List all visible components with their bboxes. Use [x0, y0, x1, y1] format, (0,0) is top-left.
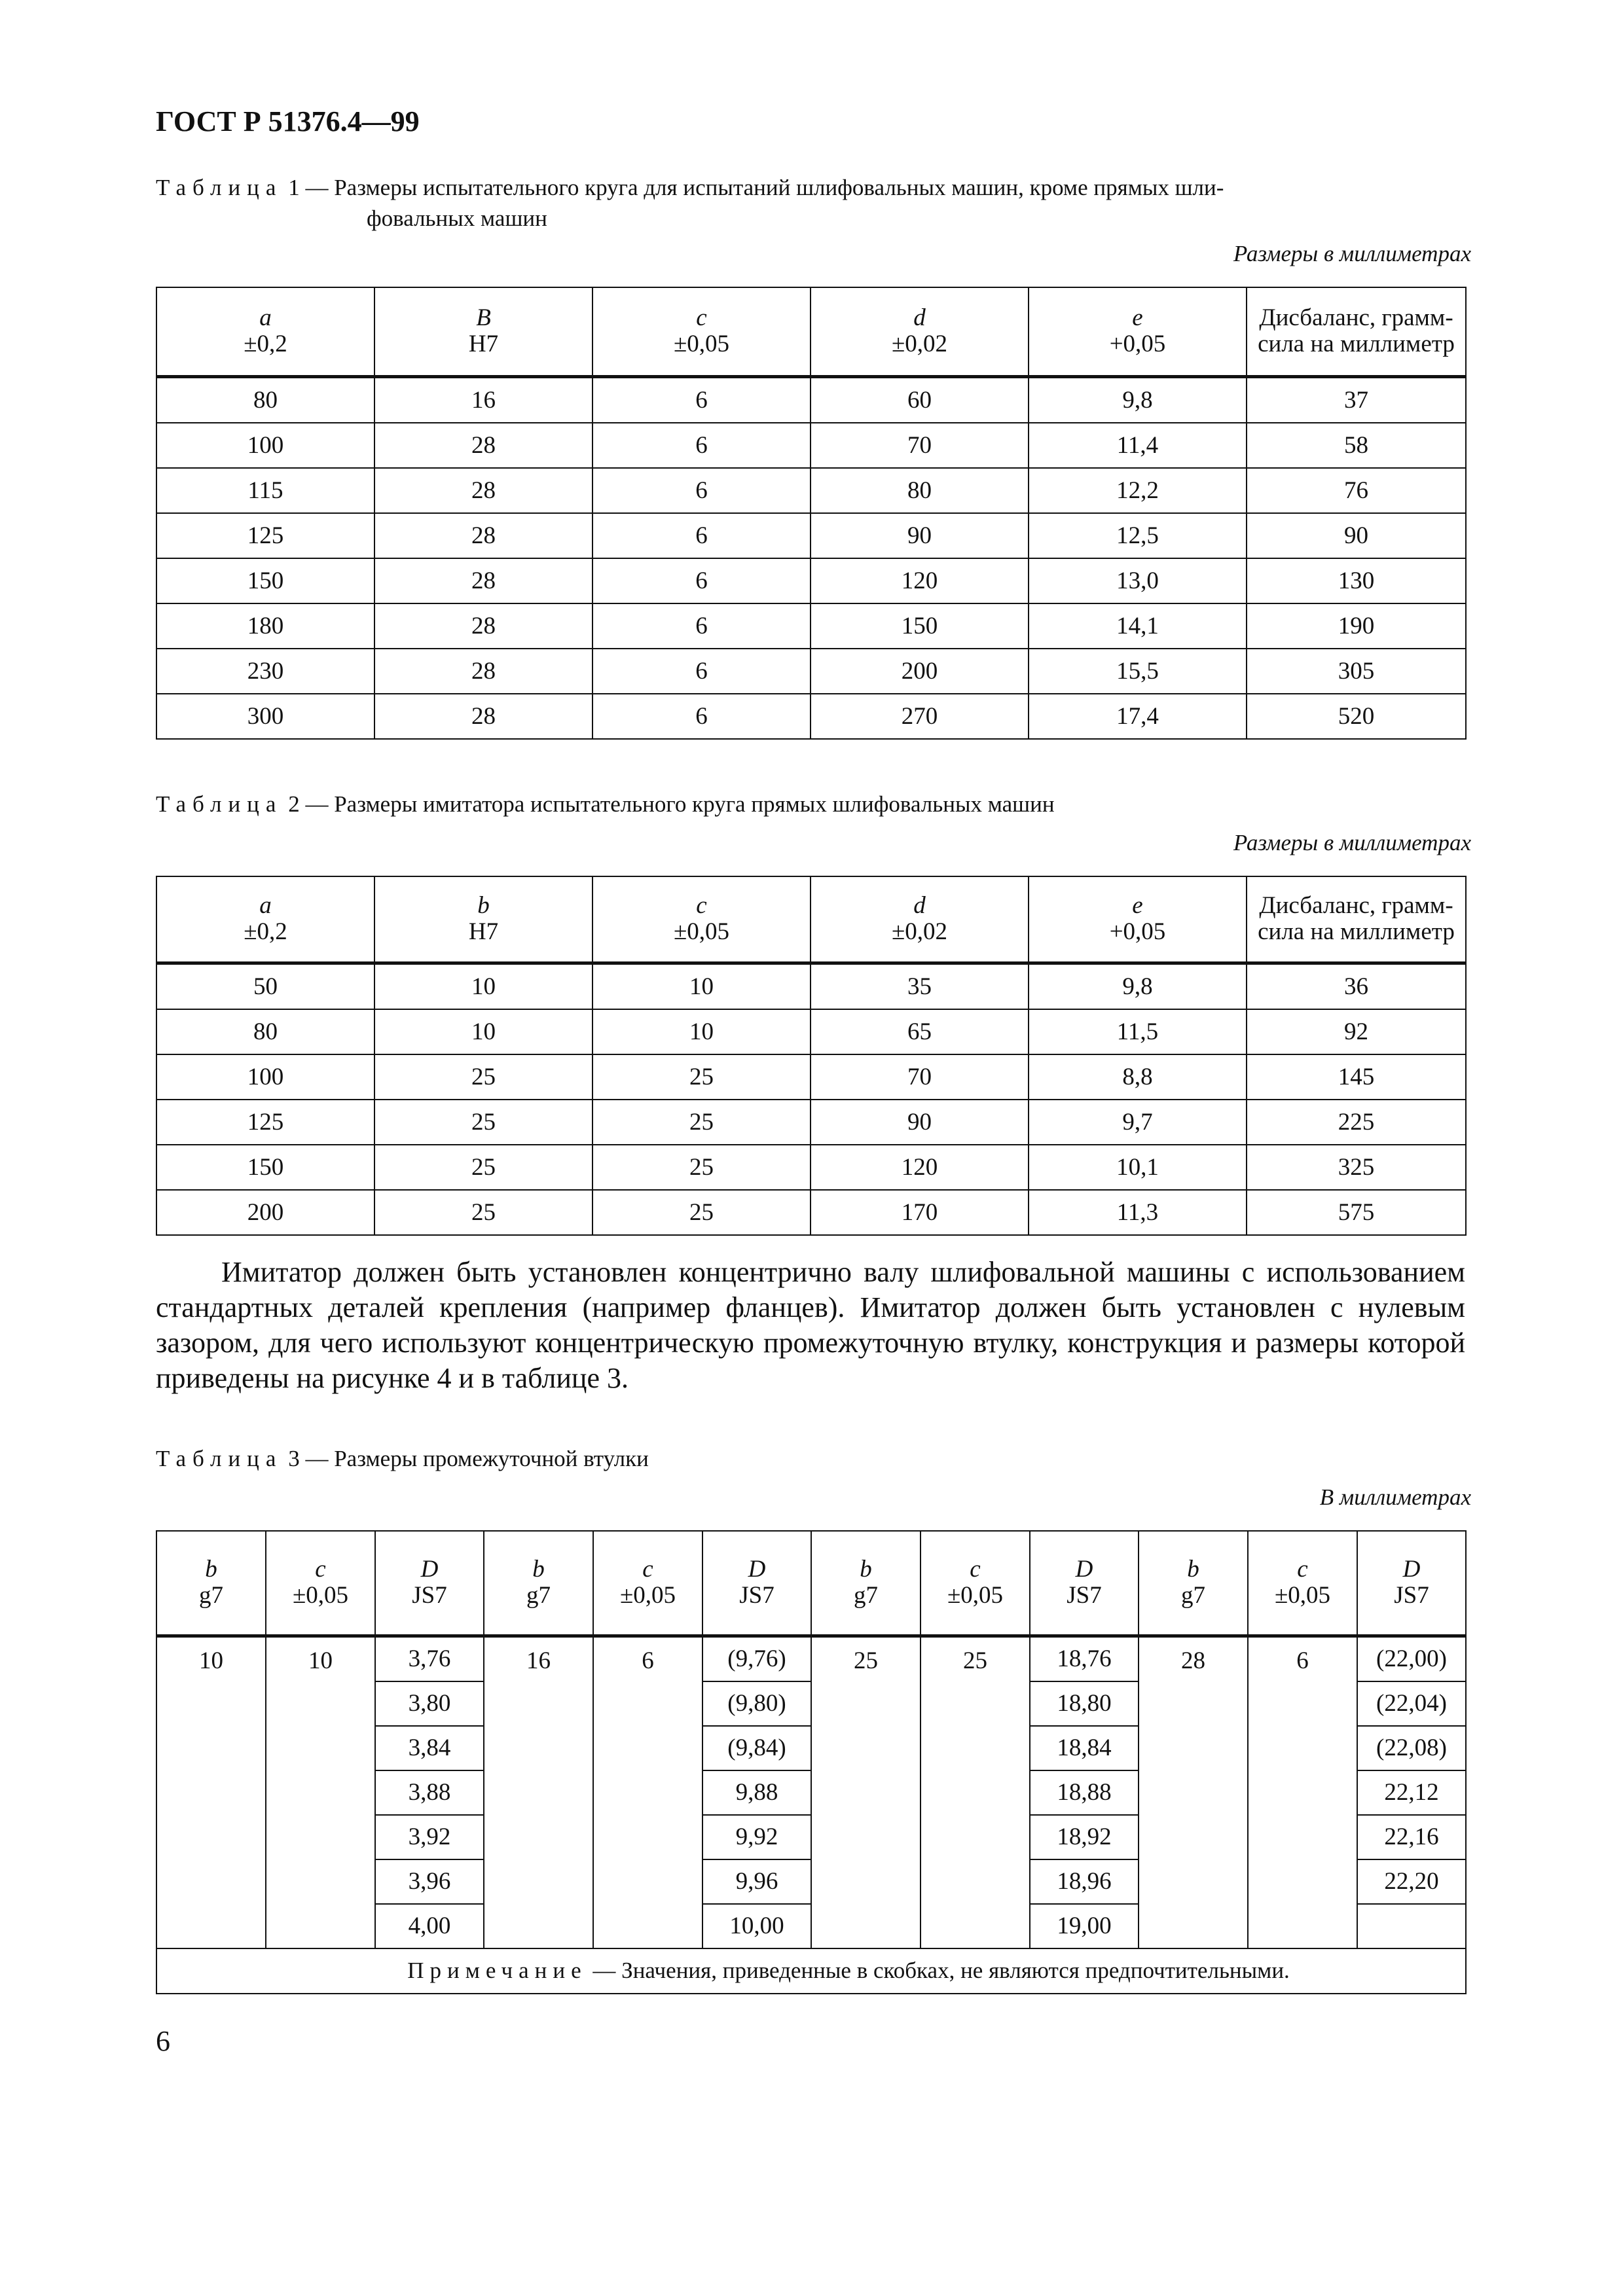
table1-caption-continuation: фовальных машин [367, 206, 547, 231]
table3-D-cell: 9,92 [702, 1815, 811, 1859]
table3-b-cell: 10 [156, 1636, 266, 1948]
table3-units: В миллиметрах [1319, 1484, 1471, 1510]
table3-D-cell: 3,80 [375, 1681, 484, 1726]
table-cell: 14,1 [1029, 603, 1247, 649]
table-cell: 8,8 [1029, 1054, 1247, 1100]
table2-header-a: a ±0,2 [156, 876, 374, 963]
table-row [156, 1009, 1466, 1054]
table3-header-cell: D JS7 [702, 1531, 811, 1636]
table-cell: 300 [156, 694, 374, 739]
table3-D-cell: 22,20 [1357, 1859, 1466, 1904]
table-cell: 16 [374, 376, 593, 423]
table2-header-c: c ±0,05 [593, 876, 811, 963]
table3-note [156, 1948, 1466, 1994]
table-cell: 6 [593, 603, 811, 649]
table-cell: 125 [156, 513, 374, 558]
table-row [156, 423, 1466, 468]
table3-c-cell: 6 [593, 1636, 702, 1948]
table-cell: 76 [1247, 468, 1466, 513]
table-cell: 115 [156, 468, 374, 513]
table-row [156, 649, 1466, 694]
table-cell: 28 [374, 603, 593, 649]
table1-header-imbalance: Дисбаланс, грамм- сила на миллиметр [1247, 287, 1466, 376]
table2-caption-text: 2 — Размеры имитатора испытательного круга прямых шлифовальных машин [282, 791, 1055, 817]
table-cell: 28 [374, 558, 593, 603]
table-cell: 6 [593, 513, 811, 558]
table-cell: 150 [156, 558, 374, 603]
table-cell: 520 [1247, 694, 1466, 739]
table2 [156, 876, 1467, 1236]
table3-header-cell: D JS7 [1357, 1531, 1466, 1636]
table-cell: 70 [811, 423, 1029, 468]
table-row [156, 513, 1466, 558]
table3-D-cell: 9,96 [702, 1859, 811, 1904]
table-cell: 230 [156, 649, 374, 694]
table3-D-cell: (9,80) [702, 1681, 811, 1726]
table-cell: 13,0 [1029, 558, 1247, 603]
table3-D-cell: 18,84 [1030, 1726, 1139, 1770]
table-cell: 28 [374, 468, 593, 513]
table-cell: 25 [374, 1190, 593, 1235]
table-cell: 80 [156, 1009, 374, 1054]
table-cell: 25 [593, 1100, 811, 1145]
table-cell: 25 [374, 1054, 593, 1100]
table2-units: Размеры в миллиметрах [1233, 830, 1471, 855]
table3-D-cell [1357, 1904, 1466, 1948]
table3-c-cell: 10 [266, 1636, 375, 1948]
table-cell: 120 [811, 1145, 1029, 1190]
table1 [156, 287, 1467, 740]
page-number: 6 [156, 2025, 170, 2057]
table-cell: 270 [811, 694, 1029, 739]
table-cell: 150 [811, 603, 1029, 649]
table3-D-cell: 22,16 [1357, 1815, 1466, 1859]
table3-header-cell: D JS7 [1030, 1531, 1139, 1636]
table-row [156, 1190, 1466, 1235]
table-cell: 9,8 [1029, 376, 1247, 423]
table-cell: 25 [593, 1190, 811, 1235]
table3-header-cell: c ±0,05 [593, 1531, 702, 1636]
table-cell: 9,8 [1029, 963, 1247, 1009]
table-cell: 25 [374, 1100, 593, 1145]
table3-b-cell: 28 [1139, 1636, 1248, 1948]
table-cell: 65 [811, 1009, 1029, 1054]
table2-header-b: b H7 [374, 876, 593, 963]
table3-D-cell: 18,76 [1030, 1636, 1139, 1681]
table1-header-row [156, 287, 1466, 376]
table3-header-cell: b g7 [484, 1531, 593, 1636]
table-cell: 180 [156, 603, 374, 649]
table-cell: 28 [374, 513, 593, 558]
table3-D-cell: 3,84 [375, 1726, 484, 1770]
table-cell: 10 [374, 1009, 593, 1054]
table1-caption-label: Таблица [156, 175, 283, 200]
table2-header-e: e +0,05 [1029, 876, 1247, 963]
table3-caption-text: 3 — Размеры промежуточной втулки [282, 1446, 649, 1471]
table-cell: 130 [1247, 558, 1466, 603]
table3-caption [156, 1443, 1464, 1474]
table-cell: 225 [1247, 1100, 1466, 1145]
table-cell: 10,1 [1029, 1145, 1247, 1190]
table1-header-e: e +0,05 [1029, 287, 1247, 376]
table-cell: 9,7 [1029, 1100, 1247, 1145]
table1-units: Размеры в миллиметрах [1233, 241, 1471, 266]
table3-D-cell: (9,76) [702, 1636, 811, 1681]
table3-note-row [156, 1948, 1466, 1994]
table-cell: 90 [1247, 513, 1466, 558]
table-cell: 100 [156, 423, 374, 468]
table-cell: 80 [156, 376, 374, 423]
table3-header-cell: b g7 [811, 1531, 921, 1636]
table-cell: 325 [1247, 1145, 1466, 1190]
table-cell: 28 [374, 694, 593, 739]
table-cell: 200 [811, 649, 1029, 694]
table3-header-cell: b g7 [1139, 1531, 1248, 1636]
table-row [156, 1145, 1466, 1190]
table-cell: 70 [811, 1054, 1029, 1100]
table-cell: 12,2 [1029, 468, 1247, 513]
note-text: — Значения, приведенные в скобках, не являются предпочтительными. [587, 1958, 1290, 1983]
table3-header-cell: c ±0,05 [921, 1531, 1030, 1636]
table3 [156, 1530, 1467, 1994]
table3-header-row [156, 1531, 1466, 1636]
table-cell: 35 [811, 963, 1029, 1009]
table3-D-cell: 3,96 [375, 1859, 484, 1904]
table3-D-cell: 3,92 [375, 1815, 484, 1859]
table1-caption-text: 1 — Размеры испытательного круга для испытаний шлифовальных машин, кроме прямых шли- [282, 175, 1224, 200]
table3-header-cell: b g7 [156, 1531, 266, 1636]
table2-header-imbalance: Дисбаланс, грамм- сила на миллиметр [1247, 876, 1466, 963]
table-cell: 11,5 [1029, 1009, 1247, 1054]
table-cell: 190 [1247, 603, 1466, 649]
table-row [156, 1054, 1466, 1100]
table3-D-cell: 18,80 [1030, 1681, 1139, 1726]
table1-header-d: d ±0,02 [811, 287, 1029, 376]
table-cell: 58 [1247, 423, 1466, 468]
table3-D-cell: 9,88 [702, 1770, 811, 1815]
table3-header-cell: c ±0,05 [266, 1531, 375, 1636]
table-row [156, 468, 1466, 513]
table-cell: 170 [811, 1190, 1029, 1235]
table-cell: 150 [156, 1145, 374, 1190]
table-row [156, 376, 1466, 423]
table3-caption-label: Таблица [156, 1446, 283, 1471]
table2-header-row [156, 876, 1466, 963]
table3-D-cell: (22,08) [1357, 1726, 1466, 1770]
table-cell: 25 [593, 1054, 811, 1100]
table3-header-cell: D JS7 [375, 1531, 484, 1636]
document-id: ГОСТ Р 51376.4—99 [156, 105, 420, 137]
table3-D-cell: 3,76 [375, 1636, 484, 1681]
table-row [156, 963, 1466, 1009]
table-row [156, 558, 1466, 603]
table-cell: 90 [811, 1100, 1029, 1145]
table-cell: 575 [1247, 1190, 1466, 1235]
table-cell: 305 [1247, 649, 1466, 694]
table3-D-cell: 19,00 [1030, 1904, 1139, 1948]
table-cell: 10 [374, 963, 593, 1009]
table2-header-d: d ±0,02 [811, 876, 1029, 963]
table2-caption-label: Таблица [156, 791, 283, 817]
table1-header-b: B H7 [374, 287, 593, 376]
table-row [156, 694, 1466, 739]
table3-c-cell: 25 [921, 1636, 1030, 1948]
table-cell: 90 [811, 513, 1029, 558]
table-cell: 28 [374, 649, 593, 694]
body-paragraph: Имитатор должен быть установлен концентрично валу шлифовальной машины с использованием стандартных деталей крепления (например фланцев). Имитатор должен быть установлен с нулевым зазором, для чего используют концентрическую промежуточную втулку, конструкция и размеры которой приведены на рисунке 4 и в таблице 3. [156, 1256, 1465, 1394]
table-cell: 25 [374, 1145, 593, 1190]
table1-header-a: a ±0,2 [156, 287, 374, 376]
table3-D-cell: 10,00 [702, 1904, 811, 1948]
table2-caption [156, 789, 1464, 819]
table3-D-cell: (22,04) [1357, 1681, 1466, 1726]
table3-b-cell: 25 [811, 1636, 921, 1948]
table-cell: 15,5 [1029, 649, 1247, 694]
table-cell: 11,4 [1029, 423, 1247, 468]
table-cell: 6 [593, 423, 811, 468]
table3-D-cell: 18,96 [1030, 1859, 1139, 1904]
table3-D-cell: 18,92 [1030, 1815, 1139, 1859]
table-cell: 6 [593, 376, 811, 423]
table3-D-cell: 3,88 [375, 1770, 484, 1815]
table3-D-cell: 4,00 [375, 1904, 484, 1948]
table-cell: 10 [593, 1009, 811, 1054]
table3-D-cell: (22,00) [1357, 1636, 1466, 1681]
table-cell: 6 [593, 558, 811, 603]
table-cell: 17,4 [1029, 694, 1247, 739]
table-cell: 25 [593, 1145, 811, 1190]
table-cell: 10 [593, 963, 811, 1009]
table-row [156, 1100, 1466, 1145]
table-row [156, 603, 1466, 649]
table-cell: 37 [1247, 376, 1466, 423]
table-cell: 60 [811, 376, 1029, 423]
table-cell: 36 [1247, 963, 1466, 1009]
table-cell: 100 [156, 1054, 374, 1100]
table-cell: 6 [593, 649, 811, 694]
table3-D-cell: 22,12 [1357, 1770, 1466, 1815]
table3-c-cell: 6 [1248, 1636, 1357, 1948]
table1-caption [156, 172, 1464, 234]
table-cell: 92 [1247, 1009, 1466, 1054]
table3-D-cell: (9,84) [702, 1726, 811, 1770]
table-cell: 145 [1247, 1054, 1466, 1100]
table3-b-cell: 16 [484, 1636, 593, 1948]
table3-header-cell: c ±0,05 [1248, 1531, 1357, 1636]
note-label: Примечание [407, 1958, 587, 1983]
table-row [156, 1636, 1466, 1681]
table-cell: 28 [374, 423, 593, 468]
table-cell: 6 [593, 694, 811, 739]
table-cell: 200 [156, 1190, 374, 1235]
table-cell: 12,5 [1029, 513, 1247, 558]
table1-header-c: c ±0,05 [593, 287, 811, 376]
table-cell: 50 [156, 963, 374, 1009]
table-cell: 6 [593, 468, 811, 513]
table-cell: 125 [156, 1100, 374, 1145]
table-cell: 80 [811, 468, 1029, 513]
table-cell: 120 [811, 558, 1029, 603]
table-cell: 11,3 [1029, 1190, 1247, 1235]
table3-D-cell: 18,88 [1030, 1770, 1139, 1815]
